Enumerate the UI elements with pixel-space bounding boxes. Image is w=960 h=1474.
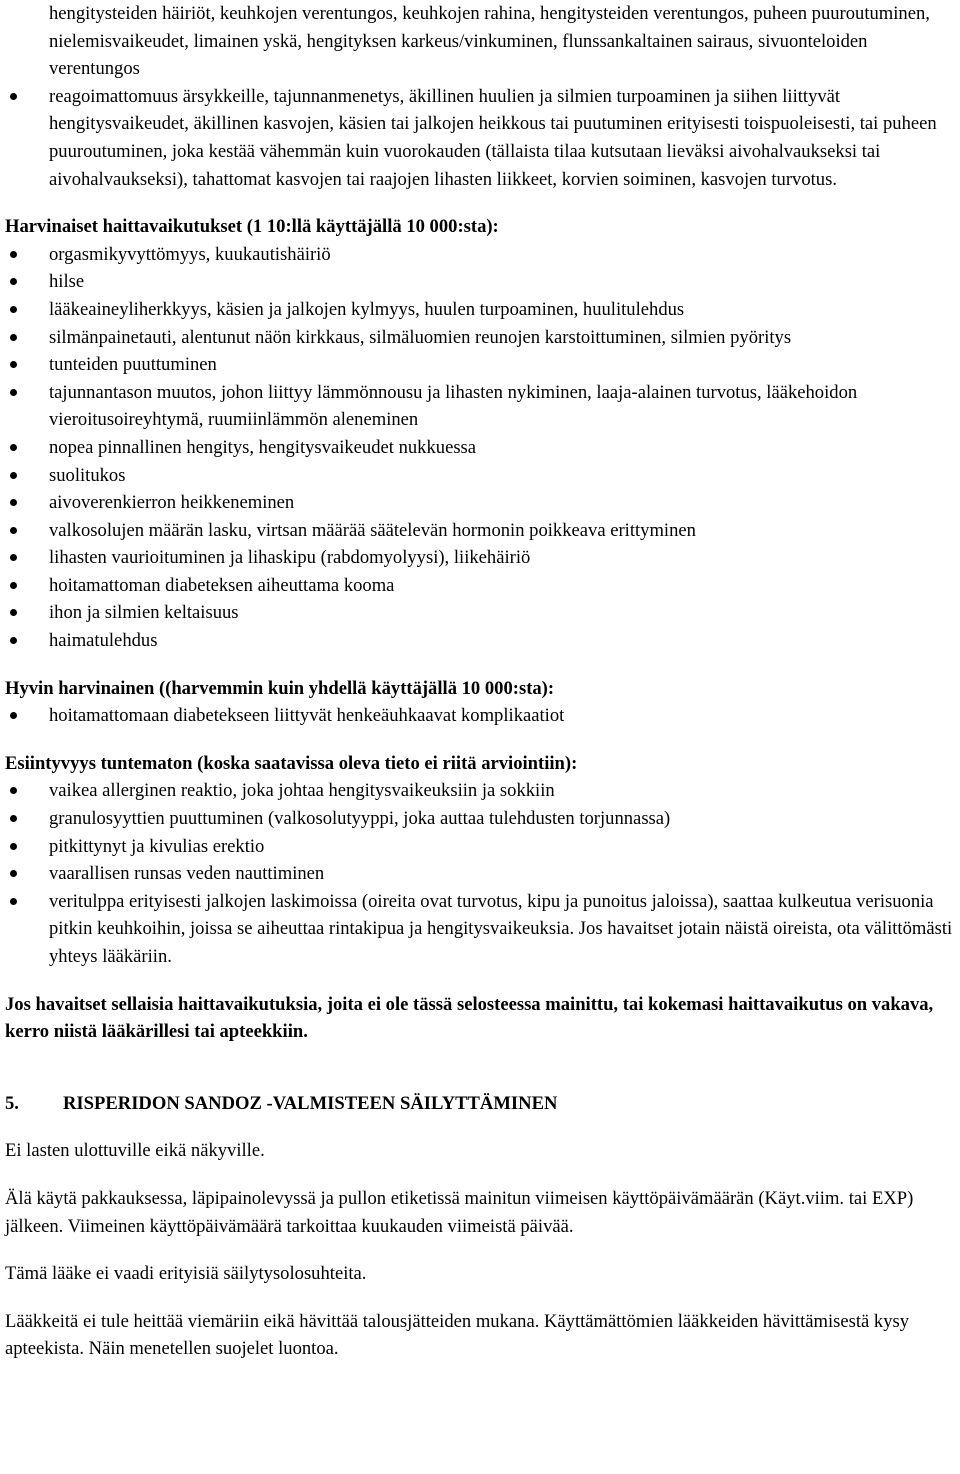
list-item: aivoverenkierron heikkeneminen bbox=[5, 489, 956, 517]
list-item: suolitukos bbox=[5, 462, 956, 490]
storage-paragraph: Lääkkeitä ei tule heittää viemäriin eikä hävittää talousjätteiden mukana. Käyttämättömien lääkkeiden hävittämisestä kysy apteekista. Näin menetellen suojelet luontoa. bbox=[5, 1310, 910, 1360]
list-item: hoitamattomaan diabetekseen liittyvät henkeäuhkaavat komplikaatiot bbox=[5, 702, 956, 730]
list-item: silmänpainetauti, alentunut näön kirkkaus, silmäluomien reunojen karstoittuminen, silmien pyöritys bbox=[5, 324, 956, 352]
section-number: 5. bbox=[5, 1092, 19, 1114]
list-item: veritulppa erityisesti jalkojen laskimoissa (oireita ovat turvotus, kipu ja punoitus jaloissa), saattaa kulkeutua verisuonia pitkin keuhkoihin, joissa se aiheuttaa rintakipua ja hengitysvaikeuksia. Jos havaitset jotain näistä oireista, ota välittömästi yhteys lääkäriin. bbox=[5, 888, 956, 971]
list-item: tunteiden puuttuminen bbox=[5, 351, 956, 379]
very-rare-heading: Hyvin harvinainen ((harvemmin kuin yhdellä käyttäjällä 10 000:sta): bbox=[5, 677, 555, 699]
storage-paragraph: Ei lasten ulottuville eikä näkyville. bbox=[5, 1140, 265, 1162]
list-item: hilse bbox=[5, 268, 956, 296]
list-item: hengitysteiden häiriöt, keuhkojen verentungos, keuhkojen rahina, hengitysteiden verentungos, puheen puuroutuminen, nielemisvaikeudet, limainen yskä, hengityksen karkeus/vinkuminen, flunssankaltainen sairaus, sivuonteloiden verentungos bbox=[49, 3, 930, 80]
list-item: lihasten vaurioituminen ja lihaskipu (rabdomyolyysi), liikehäiriö bbox=[5, 544, 956, 572]
list-item: pitkittynyt ja kivulias erektio bbox=[5, 833, 956, 861]
section-5-title bbox=[5, 1090, 956, 1118]
section-title-text: RISPERIDON SANDOZ -VALMISTEEN SÄILYTTÄMINEN bbox=[63, 1092, 558, 1114]
report-side-effects-notice: Jos havaitset sellaisia haittavaikutuksia, joita ei ole tässä selosteessa mainittu, tai kokemasi haittavaikutus on vakava, kerro niistä lääkärillesi tai apteekkiin. bbox=[5, 993, 934, 1043]
list-item: hoitamattoman diabeteksen aiheuttama kooma bbox=[5, 572, 956, 600]
list-item: tajunnantason muutos, johon liittyy lämmönnousu ja lihasten nykiminen, laaja-alainen turvotus, lääkehoidon vieroitusoireyhtymä, ruumiinlämmön aleneminen bbox=[5, 379, 956, 434]
list-item: reagoimattomuus ärsykkeille, tajunnanmenetys, äkillinen huulien ja silmien turpoaminen ja siihen liittyvät hengitysvaikeudet, äkillinen kasvojen, käsien tai jalkojen heikkous tai puutuminen erityisesti toispuoleisesti, tai puheen puuroutuminen, joka kestää vähemmän kuin vuorokauden (tällaista tilaa kutsutaan lieväksi aivohalvaukseksi tai aivohalvaukseksi), tahattomat kasvojen tai raajojen lihasten liikkeet, korvien soiminen, kasvojen turvotus. bbox=[5, 83, 956, 193]
list-item: lääkeaineyliherkkyys, käsien ja jalkojen kylmyys, huulen turpoaminen, huulitulehdus bbox=[5, 296, 956, 324]
unknown-frequency-list bbox=[5, 777, 956, 970]
unknown-frequency-heading: Esiintyvyys tuntematon (koska saatavissa oleva tieto ei riitä arviointiin): bbox=[5, 752, 578, 774]
list-item: nopea pinnallinen hengitys, hengitysvaikeudet nukkuessa bbox=[5, 434, 956, 462]
list-item: orgasmikyvyttömyys, kuukautishäiriö bbox=[5, 241, 956, 269]
list-item: vaikea allerginen reaktio, joka johtaa hengitysvaikeuksiin ja sokkiin bbox=[5, 777, 956, 805]
rare-list bbox=[5, 241, 956, 655]
list-item: vaarallisen runsas veden nauttiminen bbox=[5, 860, 956, 888]
very-rare-list bbox=[5, 702, 956, 730]
side-effects-list-continued bbox=[5, 0, 956, 193]
storage-paragraph: Älä käytä pakkauksessa, läpipainolevyssä ja pullon etiketissä mainitun viimeisen käyttöpäivämäärän (Käyt.viim. tai EXP) jälkeen. Viimeinen käyttöpäivämäärä tarkoittaa kuukauden viimeistä päivää. bbox=[5, 1187, 914, 1237]
list-item: haimatulehdus bbox=[5, 627, 956, 655]
list-item: valkosolujen määrän lasku, virtsan määrää säätelevän hormonin poikkeava erittyminen bbox=[5, 517, 956, 545]
rare-heading: Harvinaiset haittavaikutukset (1 10:llä käyttäjällä 10 000:sta): bbox=[5, 216, 499, 238]
list-item: granulosyyttien puuttuminen (valkosolutyyppi, joka auttaa tulehdusten torjunnassa) bbox=[5, 805, 956, 833]
list-item: ihon ja silmien keltaisuus bbox=[5, 599, 956, 627]
storage-paragraph: Tämä lääke ei vaadi erityisiä säilytysolosuhteita. bbox=[5, 1263, 367, 1285]
